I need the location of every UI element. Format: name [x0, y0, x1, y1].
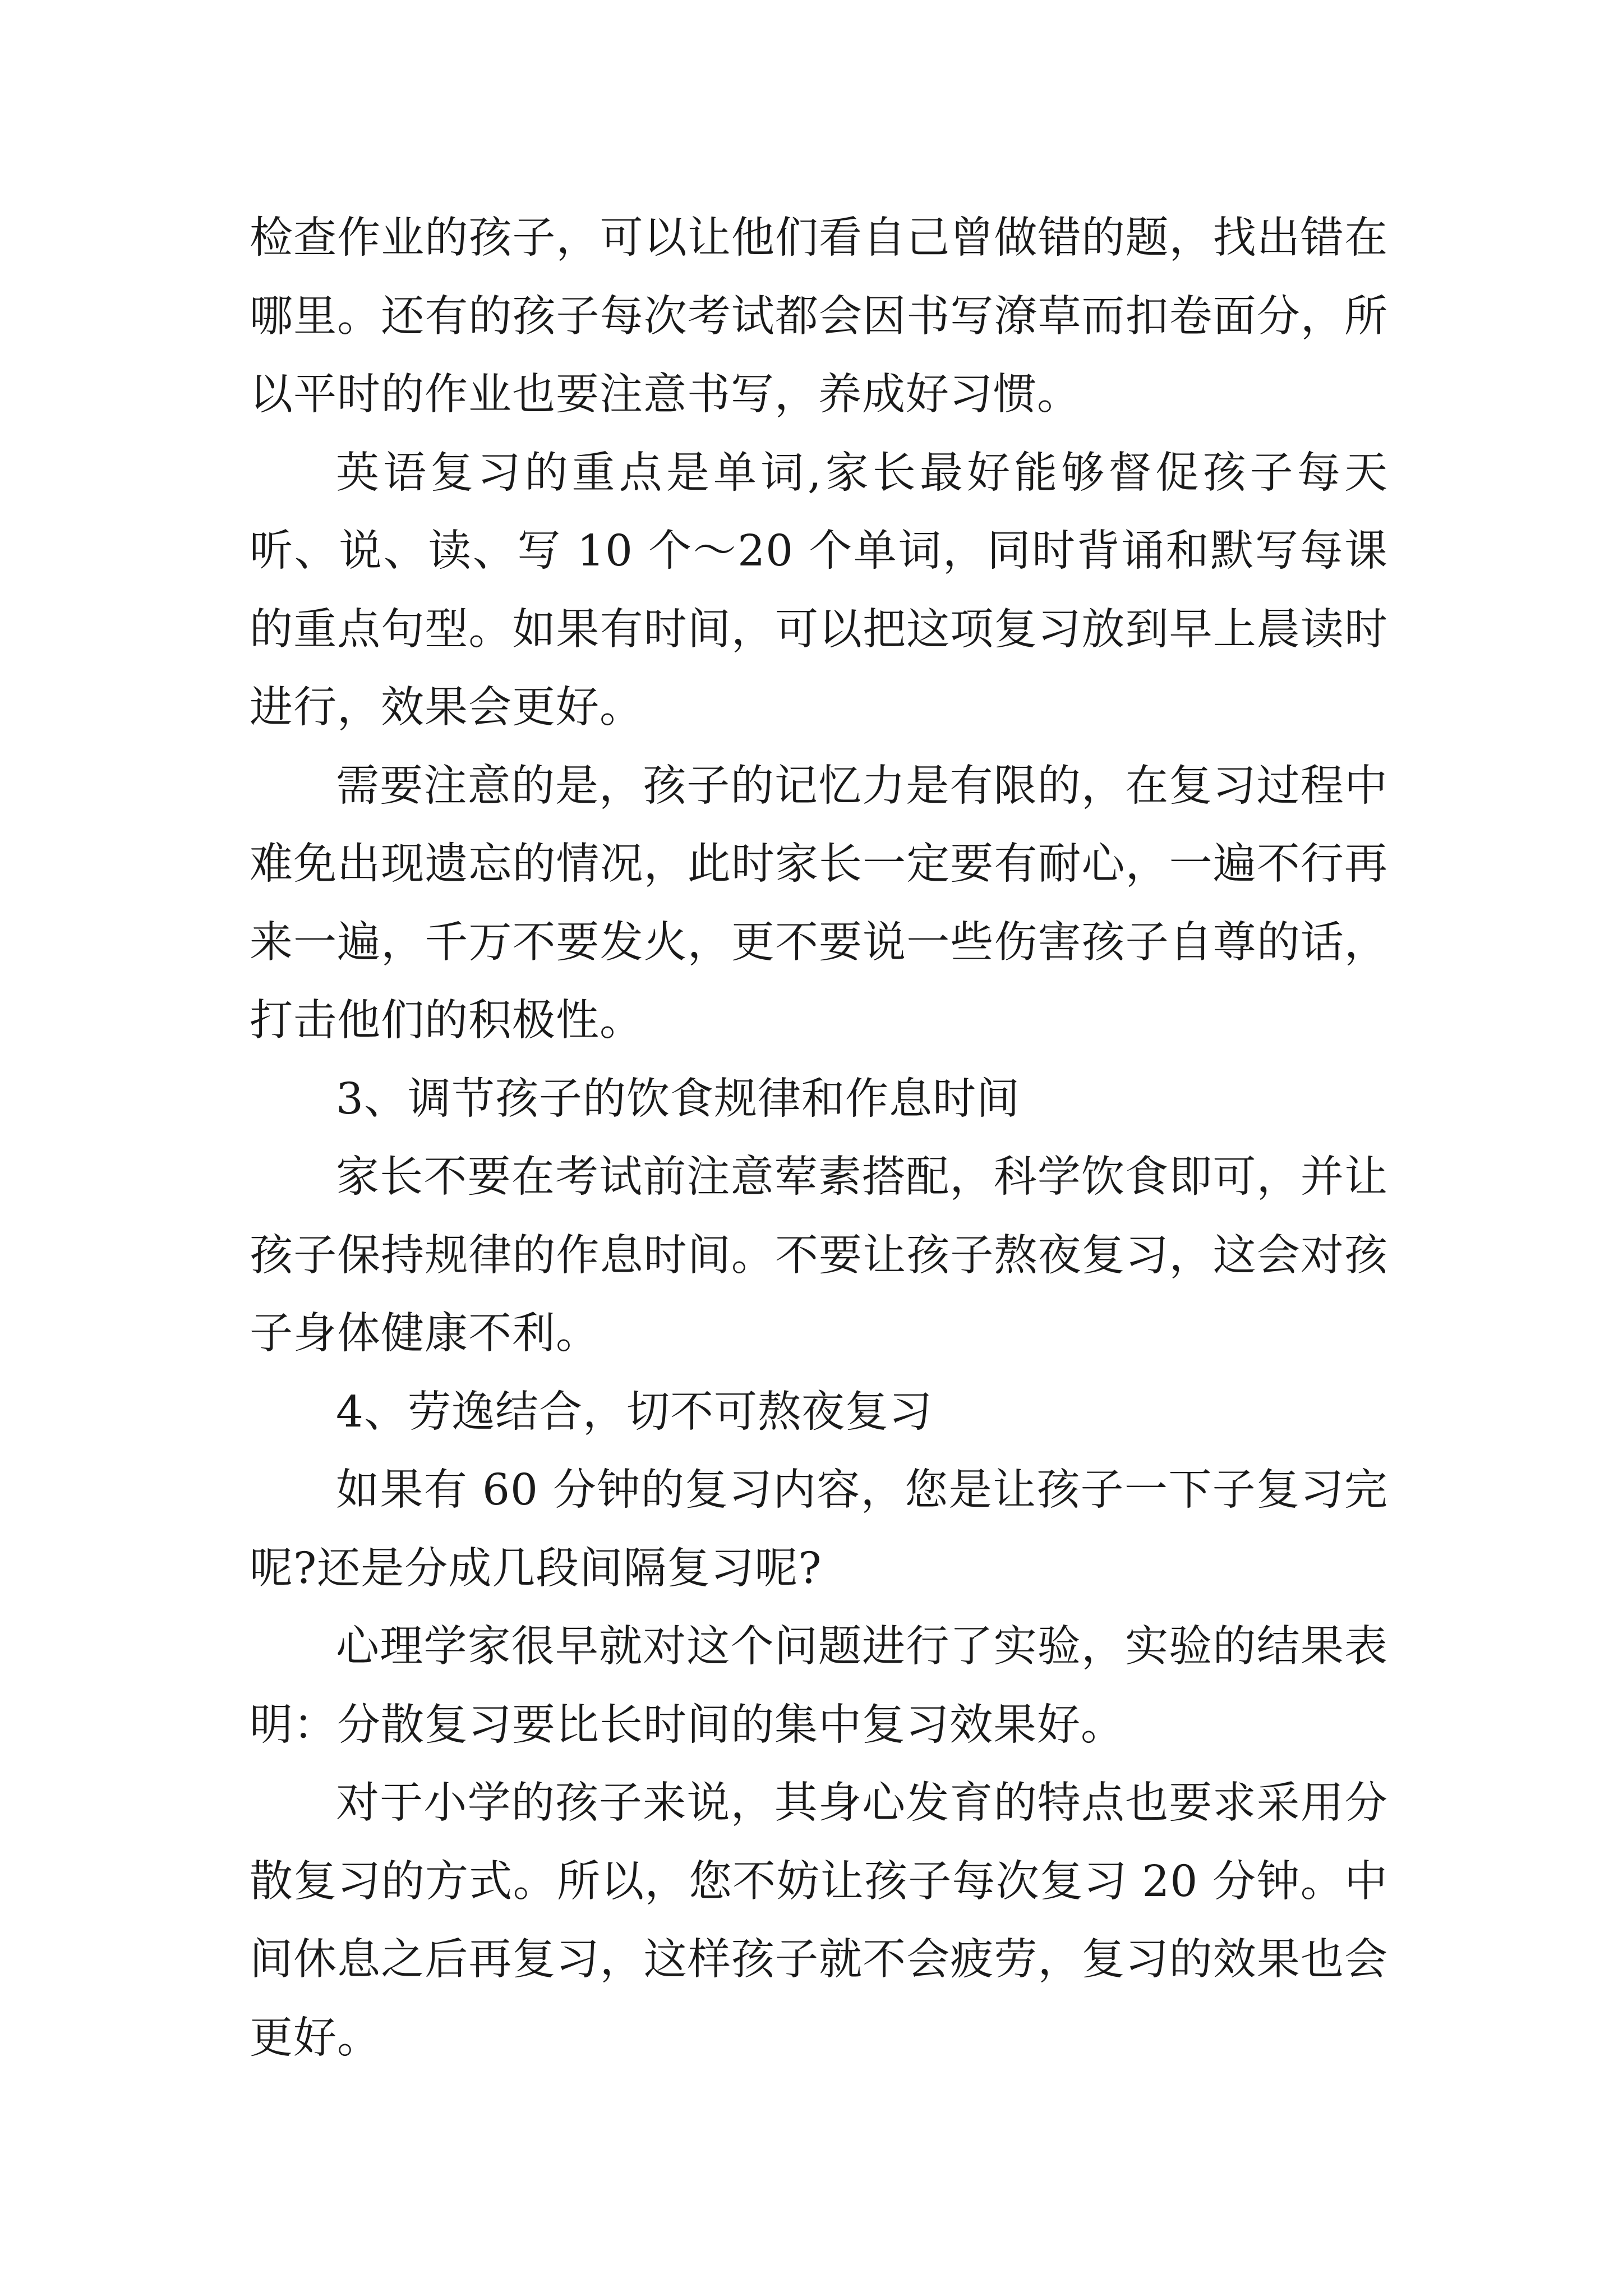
paragraph-distributed-review: 对于小学的孩子来说，其身心发育的特点也要求采用分散复习的方式。所以，您不妨让孩子每次复习 20 分钟。中间休息之后再复习，这样孩子就不会疲劳，复习的效果也会更好。 — [250, 1778, 1388, 2063]
paragraph-english-review: 英语复习的重点是单词,家长最好能够督促孩子每天听、说、读、写 10 个～20 个单词，同时背诵和默写每课的重点句型。如果有时间，可以把这项复习放到早上晨读时进行，效果会更好。 — [250, 448, 1388, 733]
paragraph-psychology-experiment: 心理学家很早就对这个问题进行了实验，实验的结果表明：分散复习要比长时间的集中复习效果好。 — [250, 1622, 1388, 1750]
paragraph-review-question: 如果有 60 分钟的复习内容，您是让孩子一下子复习完呢?还是分成几段间隔复习呢? — [250, 1465, 1388, 1594]
paragraph-homework-check: 检查作业的孩子，可以让他们看自己曾做错的题，找出错在哪里。还有的孩子每次考试都会因书写潦草而扣卷面分，所以平时的作业也要注意书写，养成好习惯。 — [250, 213, 1388, 420]
paragraph-memory-patience: 需要注意的是，孩子的记忆力是有限的，在复习过程中难免出现遗忘的情况，此时家长一定要有耐心，一遍不行再来一遍，千万不要发火，更不要说一些伤害孩子自尊的话，打击他们的积极性。 — [250, 761, 1388, 1046]
section-heading-rest: 4、劳逸结合，切不可熬夜复习 — [336, 1387, 933, 1437]
paragraph-diet-schedule: 家长不要在考试前注意荤素搭配，科学饮食即可，并让孩子保持规律的作息时间。不要让孩子熬夜复习，这会对孩子身体健康不利。 — [250, 1152, 1388, 1359]
document-body — [250, 199, 1388, 2077]
section-heading-diet: 3、调节孩子的饮食规律和作息时间 — [336, 1074, 1020, 1124]
